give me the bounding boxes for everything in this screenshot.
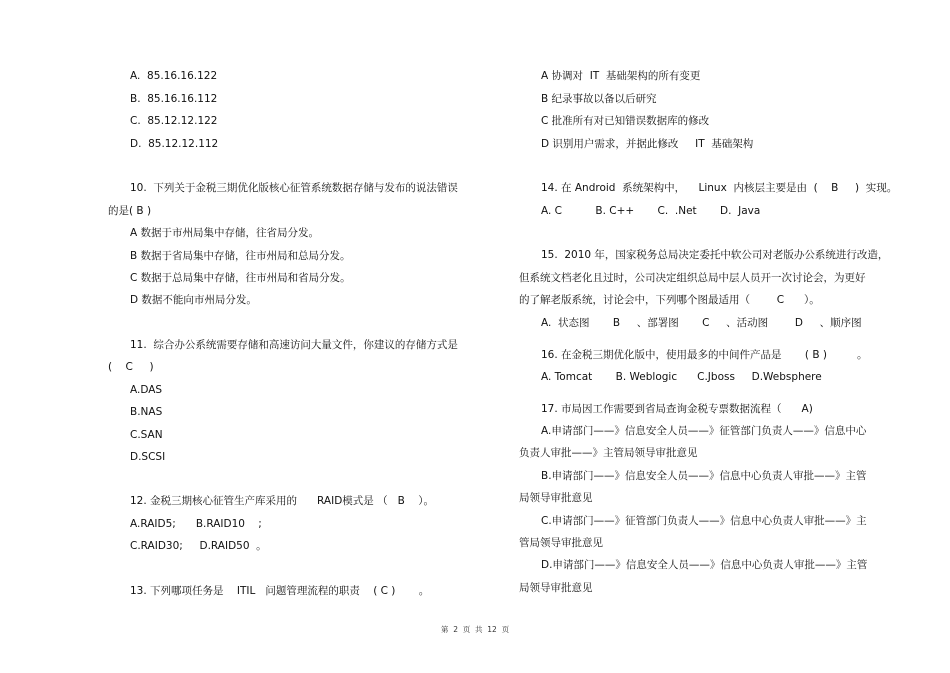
q14-question: 14. 在 Android 系统架构中， Linux 内核层主要是由 ( B ) 实现。 [541,182,898,194]
q12-options-ab: A.RAID5; B.RAID10 ; [130,518,262,530]
q13-option-d: D 识别用户需求，并据此修改 IT 基础架构 [541,138,754,150]
q11-option-a: A.DAS [130,384,163,396]
q13-option-c: C 批准所有对已知错误数据库的修改 [541,115,710,127]
q10-option-d: D 数据不能向市州局分发。 [130,294,257,306]
q17-option-a-line1: A.申请部门——》信息安全人员——》征管部门负责人——》信息中心 [541,425,867,437]
q9-option-d: D. 85.12.12.112 [130,138,219,150]
q17-option-a-line2: 负责人审批——》主管局领导审批意见 [519,447,698,459]
q15-options: A. 状态图 B 、部署图 C 、活动图 D 、顺序图 [541,317,862,329]
q13-option-a: A 协调对 IT 基础架构的所有变更 [541,70,701,82]
page-number: 第 2 页 共 12 页 [440,625,510,634]
q11-question-line2: ( C ) [108,361,154,373]
q11-question-line1: 11. 综合办公系统需要存储和高速访问大量文件，你建议的存储方式是 [130,339,458,351]
q17-option-c-line2: 管局领导审批意见 [519,537,603,549]
q17-option-c-line1: C.申请部门——》征管部门负责人——》信息中心负责人审批——》主 [541,515,867,527]
q10-question-line2: 的是( B ) [108,205,152,217]
q17-option-d-line2: 局领导审批意见 [519,582,593,594]
q9-option-a: A. 85.16.16.122 [130,70,218,82]
q11-option-d: D.SCSI [130,451,166,463]
q10-option-b: B 数据于省局集中存储，往市州局和总局分发。 [130,250,351,262]
q17-option-b-line2: 局领导审批意见 [519,492,593,504]
q13-question: 13. 下列哪项任务是 ITIL 问题管理流程的职责 ( C ) 。 [130,585,430,597]
q11-option-b: B.NAS [130,406,163,418]
q13-option-b: B 纪录事故以备以后研究 [541,93,657,105]
q17-option-b-line1: B.申请部门——》信息安全人员——》信息中心负责人审批——》主管 [541,470,867,482]
q10-option-a: A 数据于市州局集中存储，往省局分发。 [130,227,320,239]
q9-option-b: B. 85.16.16.112 [130,93,218,105]
q16-options: A. Tomcat B. Weblogic C.Jboss D.Websphere [541,371,822,383]
q16-question: 16. 在金税三期优化版中，使用最多的中间件产品是 ( B ) 。 [541,349,868,361]
q14-options: A. C B. C++ C. .Net D. Java [541,205,761,217]
q15-question-line1: 15. 2010 年，国家税务总局决定委托中软公司对老版办公系统进行改造， [541,249,889,261]
q17-question: 17. 市局因工作需要到省局查询金税专票数据流程（ A) [541,403,813,415]
q12-question: 12. 金税三期核心征管生产库采用的 RAID模式是 （ B ）。 [130,495,434,507]
q11-option-c: C.SAN [130,429,163,441]
q12-options-cd: C.RAID30; D.RAID50 。 [130,540,267,552]
q10-option-c: C 数据于总局集中存储，往市州局和省局分发。 [130,272,351,284]
q15-question-line3: 的了解老版系统，讨论会中，下列哪个图最适用（ C ）。 [519,294,820,306]
q15-question-line2: 但系统文档老化且过时，公司决定组织总局中层人员开一次讨论会，为更好 [519,272,866,284]
q17-option-d-line1: D.申请部门——》信息安全人员——》信息中心负责人审批——》主管 [541,559,868,571]
q9-option-c: C. 85.12.12.122 [130,115,218,127]
q10-question-line1: 10. 下列关于金税三期优化版核心征管系统数据存储与发布的说法错误 [130,182,458,194]
